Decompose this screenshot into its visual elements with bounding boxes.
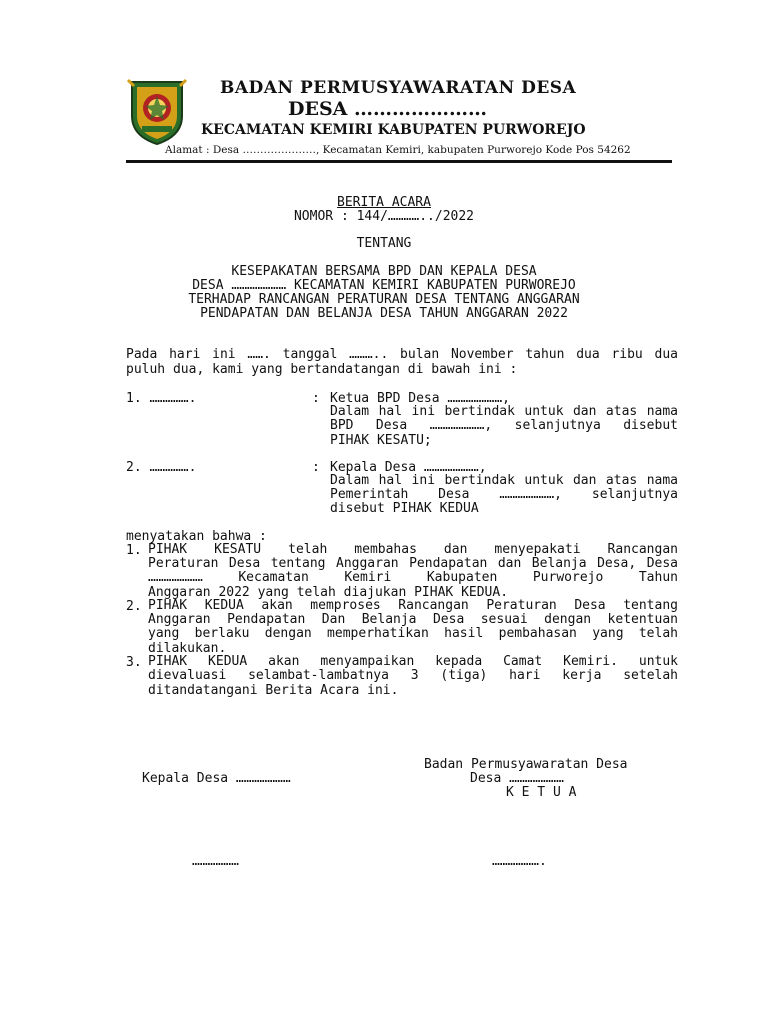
signature-desa-right: Desa ………………… bbox=[470, 771, 564, 786]
point-line: dievaluasi selambat-lambatnya 3 (tiga) hari kerja setelah bbox=[148, 668, 678, 683]
party-line: Pemerintah Desa …………………, selanjutnya bbox=[330, 487, 678, 502]
party-number: 2. ……………. bbox=[126, 460, 197, 475]
kecamatan-title: KECAMATAN KEMIRI KABUPATEN PURWOREJO bbox=[201, 122, 586, 138]
point-number: 1. bbox=[126, 543, 142, 558]
point-number: 3. bbox=[126, 655, 142, 670]
opening-line: puluh dua, kami yang bertandatangan di bawah ini : bbox=[126, 362, 518, 377]
org-name: BADAN PERMUSYAWARATAN DESA bbox=[220, 78, 577, 98]
point-line: PIHAK KEDUA akan menyampaikan kepada Camat Kemiri. untuk bbox=[148, 654, 678, 669]
point-line: Anggaran 2022 yang telah diajukan PIHAK KEDUA. bbox=[148, 585, 509, 600]
point-line: yang berlaku dengan memperhatikan hasil pembahasan yang telah bbox=[148, 626, 678, 641]
subject-line: DESA ………………… KECAMATAN KEMIRI KABUPATEN PURWOREJO bbox=[192, 278, 576, 293]
party-line: Dalam hal ini bertindak untuk dan atas nama bbox=[330, 404, 678, 419]
party-colon: : bbox=[312, 460, 320, 475]
party-line: Ketua BPD Desa …………………, bbox=[330, 391, 511, 406]
opening-line: Pada hari ini ……. tanggal ……….. bulan November tahun dua ribu dua bbox=[126, 347, 678, 362]
signature-title-left: Kepala Desa ………………… bbox=[142, 771, 291, 786]
statement-intro: menyatakan bahwa : bbox=[126, 529, 267, 544]
signature-name-left: ……………… bbox=[192, 854, 239, 869]
header-divider bbox=[126, 160, 672, 163]
signature-org: Badan Permusyawaratan Desa bbox=[424, 757, 628, 772]
doc-number: NOMOR : 144/…………../2022 bbox=[293, 209, 474, 224]
doc-type-title: BERITA ACARA bbox=[337, 195, 431, 210]
point-line: PIHAK KESATU telah membahas dan menyepakati Rancangan bbox=[148, 542, 678, 557]
point-number: 2. bbox=[126, 599, 142, 614]
about-heading: TENTANG bbox=[356, 236, 412, 251]
subject-line: PENDAPATAN DAN BELANJA DESA TAHUN ANGGARAN 2022 bbox=[200, 306, 568, 321]
party-line: PIHAK KESATU; bbox=[330, 433, 432, 448]
party-line: BPD Desa …………………, selanjutnya disebut bbox=[330, 418, 678, 433]
point-line: Peraturan Desa tentang Anggaran Pendapatan dan Belanja Desa, Desa bbox=[148, 556, 678, 571]
signature-name-right: ………………. bbox=[492, 854, 547, 869]
point-line: dilakukan. bbox=[148, 641, 227, 656]
address-line: Alamat : Desa …………………, Kecamatan Kemiri, kabupaten Purworejo Kode Pos 54262 bbox=[165, 144, 631, 156]
party-line: Dalam hal ini bertindak untuk dan atas nama bbox=[330, 473, 678, 488]
point-line: ditandatangani Berita Acara ini. bbox=[148, 683, 399, 698]
signature-role-right: K E T U A bbox=[506, 785, 577, 800]
letterhead bbox=[0, 0, 768, 170]
party-line: disebut PIHAK KEDUA bbox=[330, 501, 479, 516]
point-line: PIHAK KEDUA akan memproses Rancangan Peraturan Desa tentang bbox=[148, 598, 678, 613]
party-line: Kepala Desa …………………, bbox=[330, 460, 487, 475]
party-number: 1. ……………. bbox=[126, 391, 197, 406]
desa-title: DESA ………………… bbox=[288, 98, 488, 120]
subject-line: TERHADAP RANCANGAN PERATURAN DESA TENTANG ANGGARAN bbox=[188, 292, 580, 307]
regency-emblem-icon bbox=[124, 76, 190, 146]
point-line: ………………… Kecamatan Kemiri Kabupaten Purworejo Tahun bbox=[148, 570, 678, 585]
subject-line: KESEPAKATAN BERSAMA BPD DAN KEPALA DESA bbox=[231, 264, 537, 279]
point-line: Anggaran Pendapatan Dan Belanja Desa sesuai dengan ketentuan bbox=[148, 612, 678, 627]
party-colon: : bbox=[312, 391, 320, 406]
